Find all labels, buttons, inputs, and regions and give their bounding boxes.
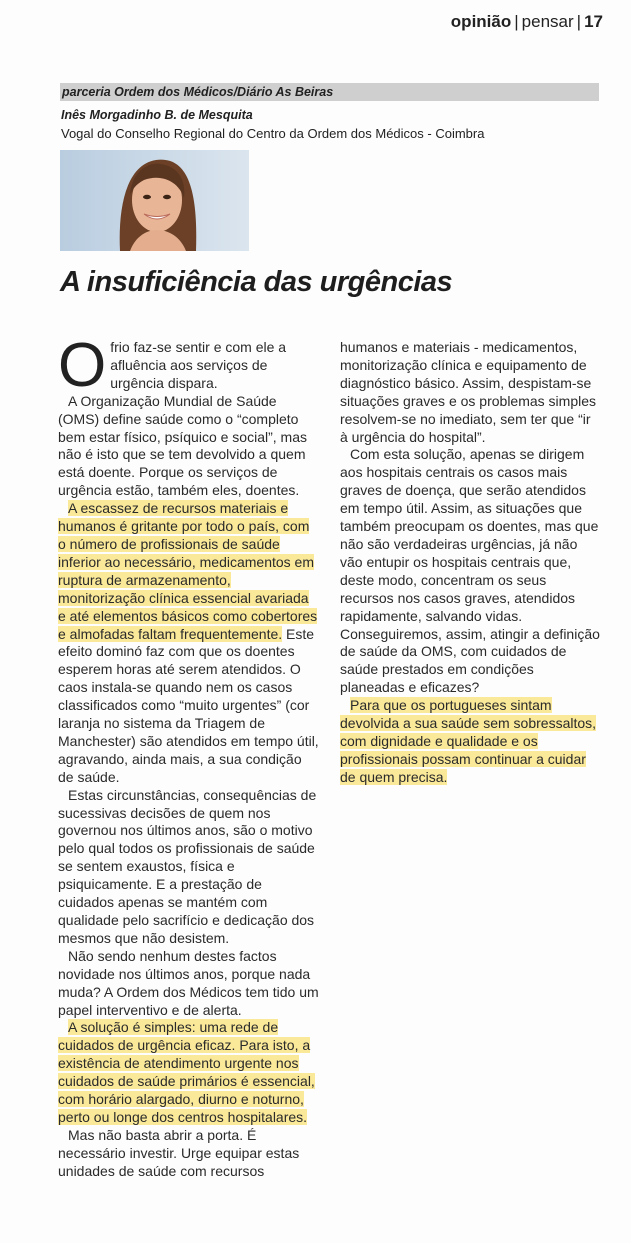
header-separator: |: [576, 12, 582, 31]
drop-cap: O: [58, 331, 107, 400]
paragraph-text: frio faz-se sentir e com ele a afluência aos serviços de urgência dispara.: [110, 339, 287, 391]
paragraph: Não sendo nenhum destes factos novidade nos últimos anos, porque nada muda? A Ordem dos Médicos tem tido um papel interventivo e de alerta.: [58, 947, 319, 1018]
author-portrait-image: [60, 150, 249, 251]
section-label: opinião: [450, 12, 512, 31]
paragraph-text: Este efeito dominó faz com que os doentes esperem horas até serem atendidos. O caos instala-se quando nem os casos classificados como “muito urgentes” (cor laranja no sistema da Triagem de Manchester) são atendidos em tempo útil, agravando, ainda mais, a sua condição de saúde.: [58, 625, 319, 785]
article-column-left: [58, 331, 320, 1181]
paragraph: Com esta solução, apenas se dirigem aos hospitais centrais os casos mais graves de doença, que serão atendidos em tempo útil. Assim, as situações que também preocupam os doentes, mas que não são verdadeiras urgências, já não vão entupir os hospitais centrais que, deste modo, concentram os seus recursos nos casos graves, atendidos rapidamente, salvando vidas. Conseguiremos, assim, atingir a definição de saúde da OMS, com cuidados de saúde prestados em condições planeadas e eficazes?: [340, 446, 600, 696]
article-column-right: [340, 339, 602, 787]
paragraph: A Organização Mundial de Saúde (OMS) define saúde como o “completo bem estar físico, psíquico e social”, mas não é isto que se tem devolvido a quem está doente. Porque os serviços de urgência estão, também eles, doentes.: [58, 392, 307, 499]
page-header: [451, 12, 603, 32]
subsection-label: pensar: [521, 12, 574, 31]
paragraph: [58, 331, 320, 400]
author-photo: [60, 150, 249, 251]
author-role: Vogal do Conselho Regional do Centro da Ordem dos Médicos - Coimbra: [61, 126, 485, 141]
article-title: A insuficiência das urgências: [60, 266, 453, 298]
header-separator: |: [514, 12, 519, 31]
highlighted-text: A escassez de recursos materiais e humanos é gritante por todo o país, com o número de profissionais de saúde inferior ao necessário, medicamentos em ruptura de armazenamento, monitorização clínica essencial avariada e até elementos básicos como cobertores e almofadas faltam frequentemente.: [58, 500, 318, 642]
author-name: Inês Morgadinho B. de Mesquita: [61, 108, 253, 122]
paragraph: Mas não basta abrir a porta. É necessário investir. Urge equipar estas unidades de saúde com recursos: [58, 1126, 300, 1179]
highlighted-text: A solução é simples: uma rede de cuidados de urgência eficaz. Para isto, a existência de atendimento urgente nos cuidados de saúde primários é essencial, com horário alargado, diurno e noturno, perto ou longe dos centros hospitalares.: [58, 1019, 315, 1125]
paragraph: [340, 697, 602, 787]
paragraph: humanos e materiais - medicamentos, monitorização clínica e equipamento de diagnóstico básico. Assim, despistam-se situações graves e os problemas simples resolvem-se no imediato, sem ter que “ir à urgência do hospital”.: [340, 339, 597, 445]
paragraph: Estas circunstâncias, consequências de sucessivas decisões de quem nos governou nos últimos anos, são o motivo pelo qual todos os profissionais de saúde se sentem exaustos, física e psiquicamente. E a prestação de cuidados apenas se mantém com qualidade pelo sacrifício e dedicação dos mesmos que não desistem.: [58, 786, 317, 946]
partner-bar: parceria Ordem dos Médicos/Diário As Beiras: [60, 83, 599, 101]
paragraph: [58, 1019, 320, 1126]
page-number: 17: [584, 12, 603, 31]
paragraph: [58, 500, 320, 787]
highlighted-text: Para que os portugueses sintam devolvida a sua saúde sem sobressaltos, com dignidade e qualidade e os profissionais possam continuar a cuidar de quem precisa.: [340, 697, 597, 785]
